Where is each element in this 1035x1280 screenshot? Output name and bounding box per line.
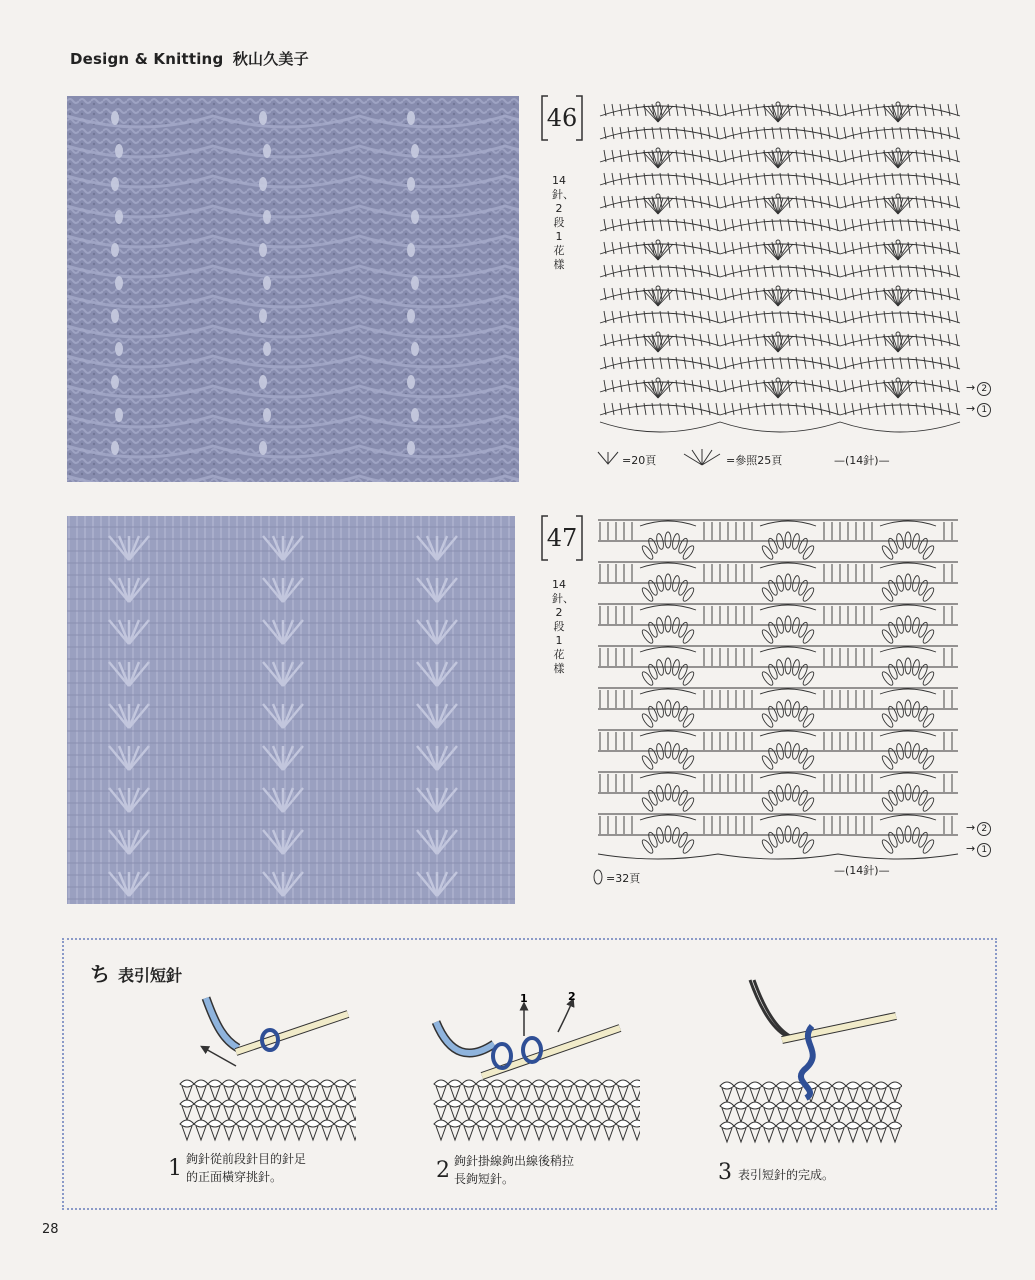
pattern-47-block: [538, 512, 998, 892]
step-1-text: 鉤針從前段針目的針足 的正面橫穿挑針。: [186, 1152, 307, 1184]
header-title: Design & Knitting: [70, 50, 224, 68]
legend-1: =32頁: [606, 872, 641, 885]
stitch-symbol-icon: ち: [90, 962, 110, 986]
page-header: [70, 48, 309, 69]
crochet-chart-46: [596, 92, 968, 442]
crochet-chart-47: [594, 514, 966, 860]
step-3-text: 表引短針的完成。: [738, 1168, 835, 1182]
legend-1: =20頁: [622, 454, 657, 467]
step-2-illustration: [430, 992, 640, 1146]
symbol-icon-puff: [592, 868, 604, 886]
row-marker-2: → 2: [966, 381, 991, 396]
repeat-label: —(14針)—: [834, 864, 890, 877]
swatch-photo-47: [67, 516, 515, 904]
row-marker-2: → 2: [966, 821, 991, 836]
step-1-number: 1: [168, 1156, 182, 1181]
arrow-label-1: 1: [520, 992, 528, 1005]
page-number: 28: [42, 1222, 59, 1237]
author-name: 秋山久美子: [232, 50, 309, 68]
row-marker-1: → 1: [966, 842, 991, 857]
pattern-number: 46: [546, 104, 578, 132]
swatch-photo-46: [67, 96, 519, 482]
step-2-text: 鉤針掛線鉤出線後稍拉 長鉤短針。: [454, 1154, 575, 1186]
pattern-number: 47: [546, 524, 578, 552]
row-marker-1: → 1: [966, 402, 991, 417]
arrow-label-2: 2: [568, 992, 576, 1003]
howto-title: ち 表引短針: [90, 962, 183, 986]
step-3-illustration: [716, 978, 902, 1146]
symbol-icon-v-stitch: [596, 450, 620, 466]
pattern-description: 14針、2段1花樣: [552, 578, 574, 675]
step-1-illustration: [176, 996, 356, 1146]
pattern-46-block: [538, 92, 998, 472]
step-2-number: 2: [436, 1158, 450, 1183]
step-3-number: 3: [718, 1160, 732, 1185]
legend-2: =參照25頁: [726, 454, 783, 467]
repeat-label: —(14針)—: [834, 454, 890, 467]
pattern-description: 14針、2段1花樣: [552, 174, 574, 271]
symbol-icon-shell: [680, 448, 724, 466]
